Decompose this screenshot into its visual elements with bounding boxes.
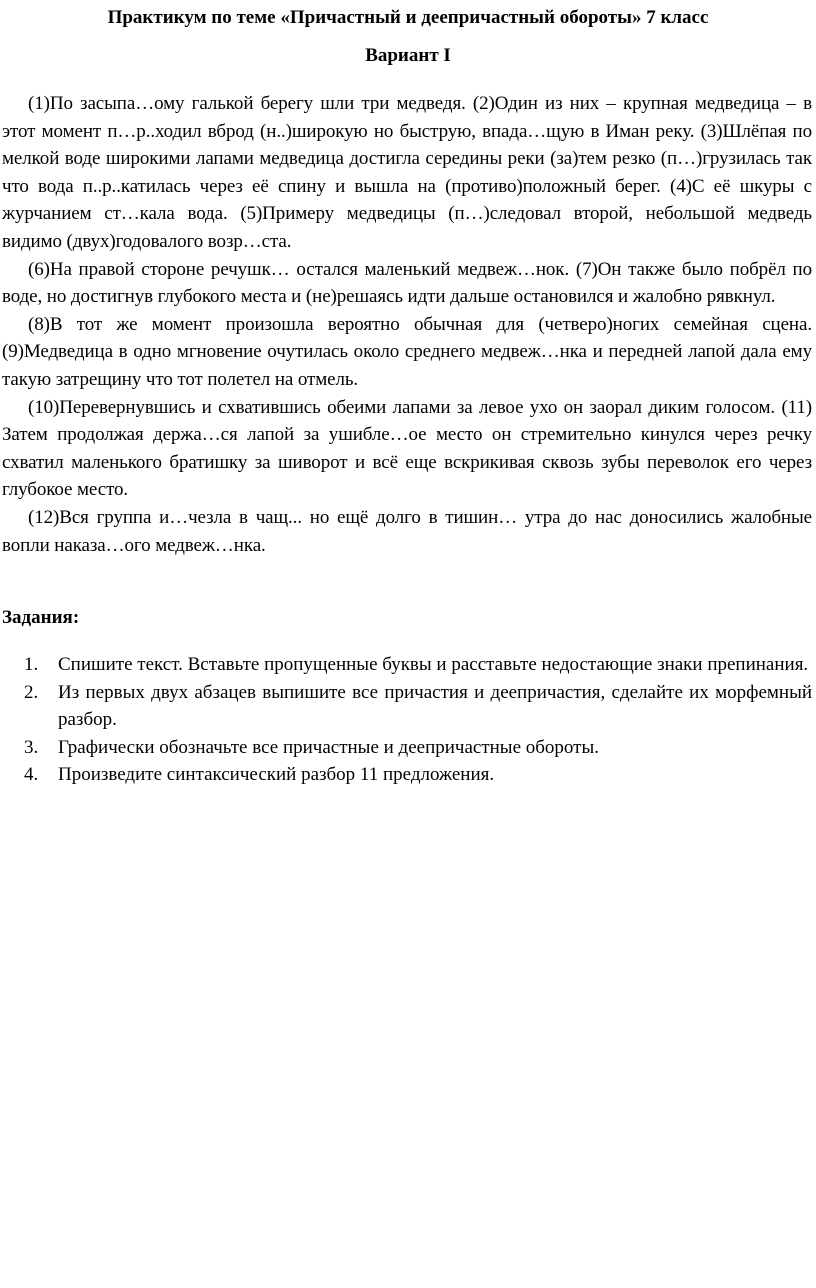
- paragraph-2: (6)На правой стороне речушк… остался маленький медвеж…нок. (7)Он также было побрёл по воде, но достигнув глубокого места и (не)решаясь идти дальше остановился и жалобно рявкнул.: [2, 258, 812, 308]
- page-title: Практикум по теме «Причастный и деепричастный обороты» 7 класс: [107, 7, 709, 28]
- task-number: 3.: [24, 736, 39, 758]
- task-number: 2.: [24, 681, 39, 703]
- paragraph-4: (10)Перевернувшись и схватившись обеими лапами за левое ухо он заорал диким голосом. (11) Затем продолжая держа…ся лапой за ушибле…ое место он стремительно кинулся через речку схватил маленького братишку за шиворот и всё еще вскрикивая сквозь зубы переволок его через глубокое место.: [2, 396, 812, 501]
- task-number: 1.: [24, 654, 39, 675]
- task-text: Произведите синтаксический разбор 11 предложения.: [58, 764, 495, 786]
- task-text: Спишите текст. Вставьте пропущенные буквы и расставьте недостающие знаки препинания.: [58, 654, 809, 675]
- exercise-text: [2, 90, 812, 559]
- task-text: Из первых двух абзацев выпишите все причастия и деепричастия, сделайте их морфемный разбор.: [58, 681, 812, 731]
- paragraph-1: (1)По засыпа…ому галькой берегу шли три медведя. (2)Один из них – крупная медведица – в этот момент п…р..ходил вброд (н..)широкую но быструю, впада…щую в Иман реку. (3)Шлёпая по мелкой воде широкими лапами медведица достигла середины реки (за)тем резко (п…)грузилась так что вода п..р..катилась через её спину и вышла на (противо)положный берег. (4)С её шкуры с журчанием ст…кала вода. (5)Примеру медведицы (п…)следовал второй, небольшой медведь видимо (двух)годовалого возр…ста.: [2, 93, 812, 252]
- task-item: [2, 734, 812, 762]
- task-number: 4.: [24, 764, 39, 786]
- tasks-heading: Задания:: [2, 607, 80, 628]
- task-item: [2, 761, 812, 789]
- variant-heading: Вариант I: [365, 45, 451, 66]
- paragraph-3: (8)В тот же момент произошла вероятно обычная для (четверо)ногих семейная сцена. (9)Медведица в одно мгновение очутилась около среднего медвеж…нка и передней лапой дала ему такую затрещину что тот полетел на отмель.: [2, 313, 812, 390]
- task-text: Графически обозначьте все причастные и деепричастные обороты.: [58, 736, 599, 758]
- task-item: [2, 651, 812, 679]
- task-item: [2, 679, 812, 734]
- tasks-list: [2, 651, 812, 789]
- paragraph-5: (12)Вся группа и…чезла в чащ... но ещё долго в тишин… утра до нас доносились жалобные вопли наказа…ого медвеж…нка.: [2, 506, 812, 556]
